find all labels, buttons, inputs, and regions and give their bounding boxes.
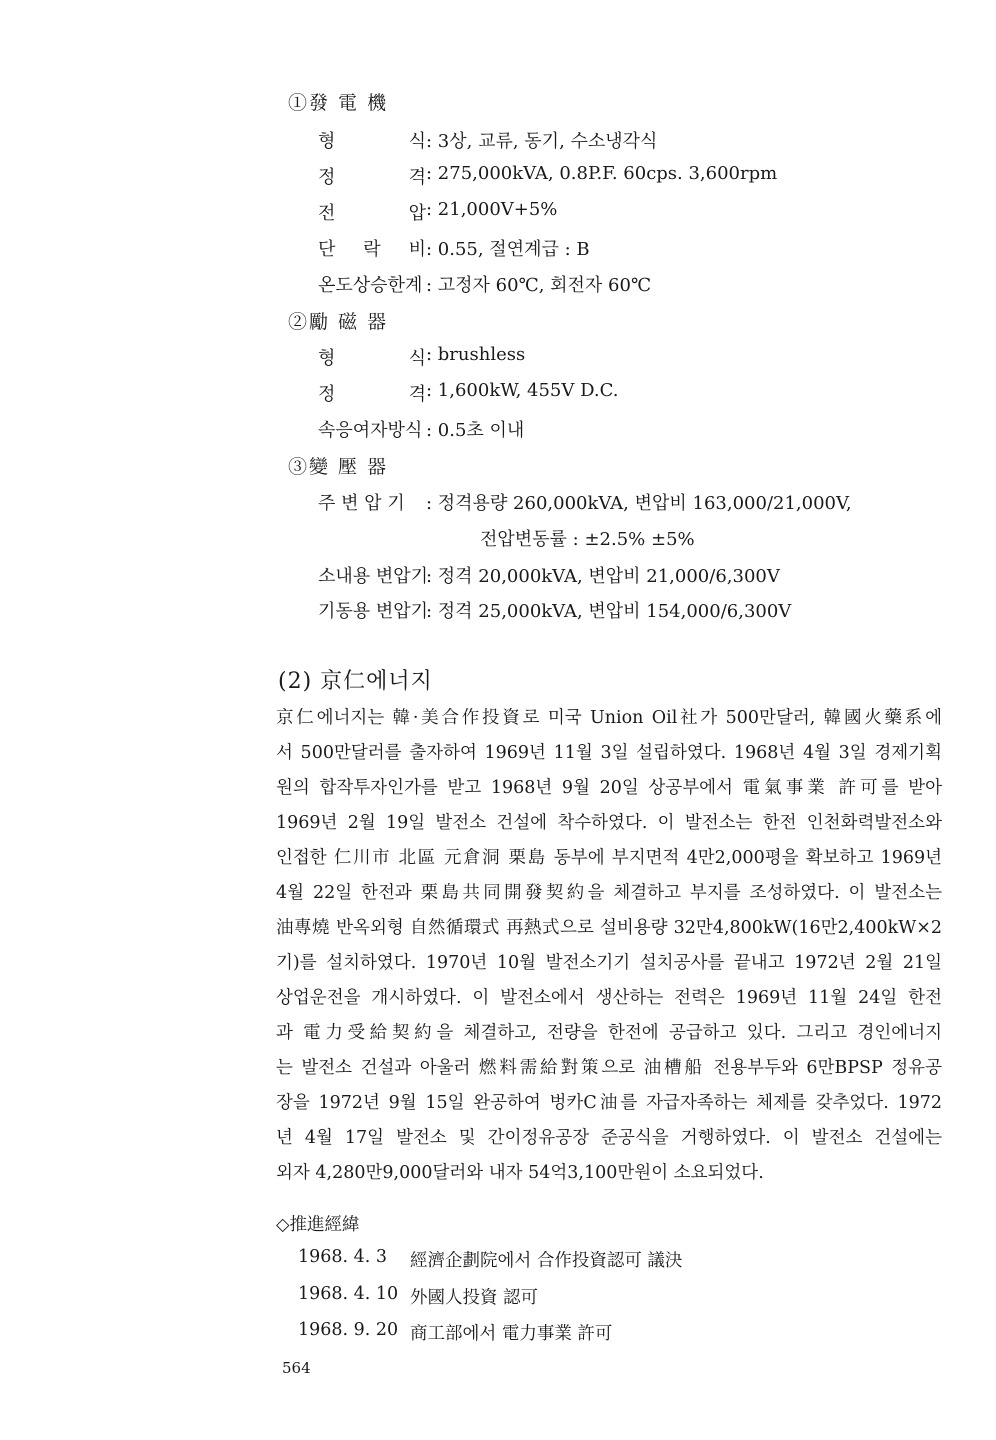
spec-row (318, 597, 791, 623)
spec-row (318, 344, 525, 370)
paragraph-line: 인접한 仁川市 北區 元倉洞 栗島 동부에 부지면적 4만2,000평을 확보하고 1969년 (276, 848, 942, 868)
paragraph-line: 상업운전을 개시하였다. 이 발전소에서 생산하는 전력은 1969년 11월 24일 한전 (276, 988, 942, 1008)
history-event: 商工部에서 電力事業 許可 (410, 1324, 613, 1344)
history-row (298, 1284, 538, 1309)
paragraph-line: 서 500만달러를 출자하여 1969년 11월 3일 설립하였다. 1968년 4월 3일 경제기획 (276, 743, 942, 763)
spec-label: 형 식 (318, 348, 426, 369)
spec-row (318, 416, 524, 442)
spec-label: 기동용 변압기 (318, 601, 429, 622)
history-date: 1968. 9. 20 (298, 1320, 399, 1340)
spec-value: : 0.55, 절연계급 : B (426, 239, 590, 260)
history-date: 1968. 4. 3 (298, 1247, 388, 1267)
generator-heading: ①發 電 機 (288, 92, 389, 114)
spec-label: 단 락 비 (318, 239, 426, 260)
spec-row (318, 271, 651, 297)
history-date: 1968. 4. 10 (298, 1284, 399, 1304)
paragraph-line: 원의 합작투자인가를 받고 1968년 9월 20일 상공부에서 電氣事業 許可를 받아 (276, 778, 942, 798)
transformer-heading: ③變 壓 器 (288, 456, 389, 478)
paragraph-line: 외자 4,280만9,000달러와 내자 54억3,100만원이 소요되었다. (276, 1163, 764, 1183)
paragraph-line: 기)를 설치하였다. 1970년 10월 발전소기기 설치공사를 끝내고 1972년 2월 21일 (276, 953, 942, 973)
spec-row (318, 380, 618, 406)
spec-value: : 고정자 60℃, 회전자 60℃ (426, 275, 652, 296)
spec-value: : 0.5초 이내 (426, 420, 525, 441)
spec-value: : 정격용량 260,000kVA, 변압비 163,000/21,000V, (426, 493, 852, 514)
paragraph-line: 장을 1972년 9월 15일 완공하여 벙카C油를 자급자족하는 체제를 갖추었다. 1972 (276, 1093, 942, 1113)
history-row (298, 1247, 682, 1272)
paragraph-line: 년 4월 17일 발전소 및 간이정유공장 준공식을 거행하였다. 이 발전소 건설에는 (276, 1128, 942, 1148)
spec-label: 소내용 변압기 (318, 566, 429, 587)
spec-label: 전 압 (318, 203, 426, 224)
spec-row (318, 489, 852, 515)
spec-continuation: 전압변동률 : ±2.5% ±5% (480, 529, 695, 550)
history-row (298, 1320, 612, 1345)
history-event: 經濟企劃院에서 合作投資認可 議決 (410, 1251, 683, 1271)
page-number: 564 (282, 1359, 311, 1377)
paragraph-line: 京仁에너지는 韓·美合作投資로 미국 Union Oil社가 500만달러, 韓國火藥系에 (276, 708, 942, 728)
spec-label: 주 변 압 기 (318, 493, 405, 514)
section-heading: (2) 京仁에너지 (278, 669, 433, 694)
paragraph-line: 油專燒 반옥외형 自然循環式 再熱式으로 설비용량 32만4,800kW(16만2,400kW×2 (276, 918, 942, 938)
spec-label: 속응여자방식 (318, 420, 423, 441)
history-heading: ◇推進經緯 (276, 1215, 360, 1235)
history-event: 外國人投資 認可 (410, 1288, 539, 1308)
spec-label: 형 식 (318, 131, 426, 152)
exciter-heading: ②勵 磁 器 (288, 311, 389, 333)
spec-row (318, 163, 777, 189)
paragraph-line: 과 電力受給契約을 체결하고, 전량을 한전에 공급하고 있다. 그리고 경인에너지 (276, 1023, 942, 1043)
spec-row (318, 199, 557, 225)
spec-value: : 1,600kW, 455V D.C. (426, 380, 619, 401)
spec-label: 정 격 (318, 167, 426, 188)
paragraph-line: 는 발전소 건설과 아울러 燃料需給對策으로 油槽船 전용부두와 6만BPSP 정유공 (276, 1058, 942, 1078)
spec-row (318, 562, 780, 588)
spec-label: 온도상승한계 (318, 275, 423, 296)
spec-row (318, 127, 657, 153)
spec-value: : 21,000V+5% (426, 199, 558, 220)
spec-label: 정 격 (318, 384, 426, 405)
paragraph-line: 1969년 2월 19일 발전소 건설에 착수하였다. 이 발전소는 한전 인천화력발전소와 (276, 813, 942, 833)
paragraph-line: 4월 22일 한전과 栗島共同開發契約을 체결하고 부지를 조성하였다. 이 발전소는 (276, 883, 942, 903)
spec-value: : 3상, 교류, 동기, 수소냉각식 (426, 131, 658, 152)
spec-value: : 275,000kVA, 0.8P.F. 60cps. 3,600rpm (426, 163, 778, 184)
spec-value: : 정격 20,000kVA, 변압비 21,000/6,300V (426, 566, 780, 587)
spec-value: : brushless (426, 344, 526, 365)
spec-value: : 정격 25,000kVA, 변압비 154,000/6,300V (426, 601, 792, 622)
spec-row (318, 235, 590, 261)
